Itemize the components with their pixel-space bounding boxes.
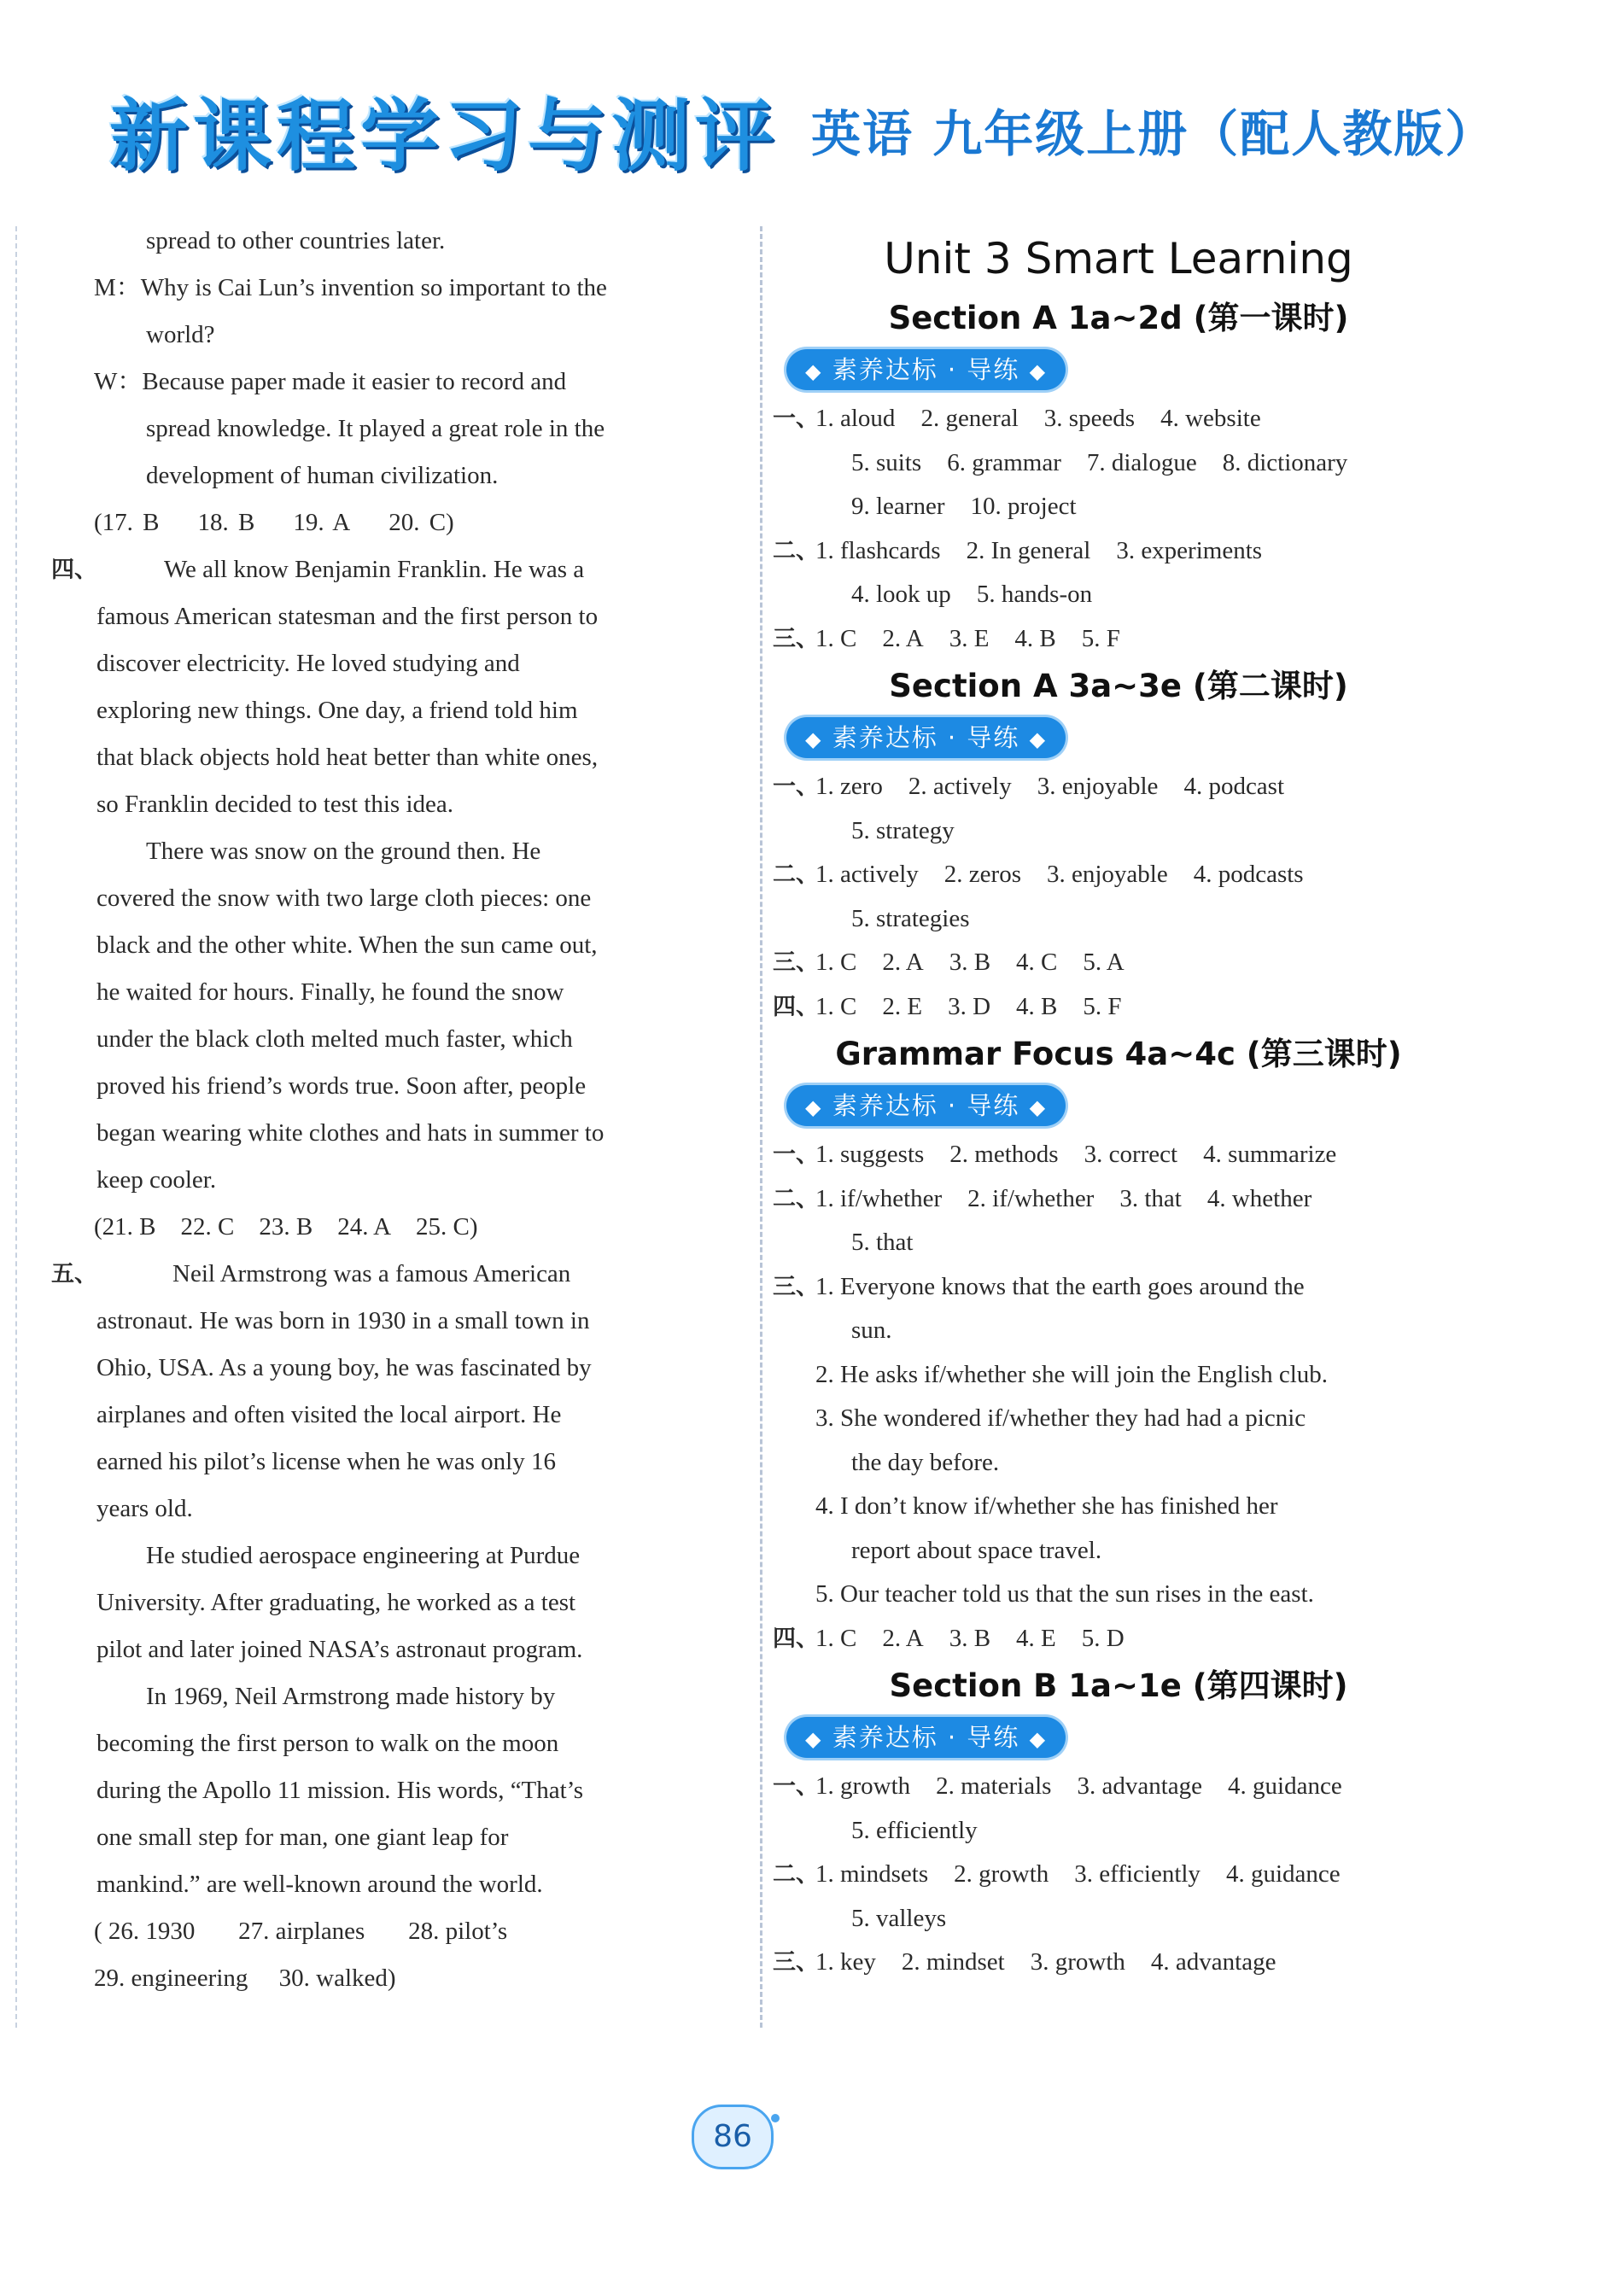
- dot-icon: [771, 2114, 780, 2122]
- text-line: black and the other white. When the sun came out,: [96, 931, 598, 959]
- answer-item: 2. general: [920, 405, 1019, 432]
- answer-item: 5. A: [1083, 949, 1125, 976]
- answer-item: 30. walked): [278, 1965, 396, 1992]
- answer-item: 29. engineering: [94, 1965, 248, 1992]
- part-label: 一、: [773, 406, 819, 432]
- answer-item: 23. B: [259, 1213, 313, 1241]
- answer-sentence: sun.: [851, 1316, 892, 1344]
- part-label: 四、: [773, 993, 819, 1020]
- answer-item: 2. zeros: [943, 861, 1021, 888]
- answer-row: [773, 529, 1464, 574]
- answer-row: [773, 1177, 1464, 1222]
- answer-item: 5. F: [1081, 624, 1120, 652]
- answer-item: (21. B: [94, 1213, 156, 1241]
- answer-item: 5. efficiently: [851, 1816, 978, 1844]
- text-line: pilot and later joined NASA’s astronaut program.: [96, 1636, 583, 1663]
- answer-item: 1. suggests: [815, 1141, 925, 1168]
- answer-row: [773, 1309, 1464, 1353]
- part-label: 四、: [773, 1625, 819, 1652]
- answer-sentence: the day before.: [851, 1448, 1000, 1476]
- answer-item: 1. key: [815, 1948, 876, 1976]
- answer-item: 20. C): [388, 509, 454, 536]
- answer-item: 1. mindsets: [815, 1860, 929, 1888]
- answer-row: [773, 1529, 1464, 1573]
- text-line: discover electricity. He loved studying and: [96, 650, 520, 677]
- text-line: Neil Armstrong was a famous American: [172, 1260, 571, 1287]
- answer-item: 3. speeds: [1043, 405, 1136, 432]
- text-line: keep cooler.: [96, 1166, 217, 1194]
- dialogue-line: [51, 359, 734, 406]
- diamond-icon: ◆: [1029, 1727, 1048, 1751]
- answer-sentence: 3. She wondered if/whether they had had a picnic: [815, 1404, 1306, 1432]
- answer-item: 1. zero: [815, 773, 883, 800]
- answer-item: 1. aloud: [815, 405, 896, 432]
- text-line: spread to other countries later.: [146, 227, 446, 254]
- answer-item: 1. C: [815, 992, 857, 1020]
- diamond-icon: ◆: [805, 1095, 823, 1119]
- answer-item: 3. B: [949, 1624, 991, 1652]
- diamond-icon: ◆: [805, 359, 823, 383]
- text-line: We all know Benjamin Franklin. He was a: [164, 556, 585, 583]
- part-label: 二、: [773, 861, 819, 888]
- badge-label: 素养达标 · 导练: [832, 355, 1020, 384]
- text-line: Why is Cai Lun’s invention so important to the: [140, 274, 607, 301]
- answer-item: 4. B: [1014, 624, 1056, 652]
- left-column: [51, 218, 734, 2002]
- diamond-icon: ◆: [805, 1727, 823, 1751]
- answer-item: 2. A: [882, 624, 924, 652]
- badge-label: 素养达标 · 导练: [832, 1723, 1020, 1752]
- diamond-icon: ◆: [1029, 1095, 1048, 1119]
- answer-row: [773, 1485, 1464, 1529]
- answer-item: 4. podcasts: [1193, 861, 1304, 888]
- diamond-icon: ◆: [1029, 359, 1048, 383]
- answer-row: [51, 1908, 734, 1955]
- practice-badge: [786, 349, 1066, 390]
- text-line: exploring new things. One day, a friend told him: [96, 697, 578, 724]
- dialogue-line: [51, 265, 734, 312]
- answer-row: [773, 1353, 1464, 1398]
- answer-item: 10. project: [970, 493, 1077, 520]
- text-line: began wearing white clothes and hats in summer to: [96, 1119, 605, 1147]
- answer-item: 9. learner: [851, 493, 945, 520]
- answer-item: 2. growth: [954, 1860, 1049, 1888]
- speaker-label: M：: [94, 274, 141, 301]
- text-line: world?: [146, 321, 215, 348]
- answer-item: 5. that: [851, 1229, 914, 1256]
- answer-item: 4. look up: [851, 581, 951, 608]
- answer-item: 1. flashcards: [815, 536, 941, 564]
- answer-row: [773, 485, 1464, 529]
- answer-row: [773, 1617, 1464, 1661]
- answer-item: 4. B: [1016, 992, 1058, 1020]
- answer-item: 4. whether: [1206, 1184, 1312, 1212]
- passage-line: [51, 546, 734, 593]
- answer-item: 5. strategy: [851, 816, 955, 844]
- section-title: Section B 1a~1e (第四课时): [889, 1667, 1348, 1704]
- answer-item: 19. A: [293, 509, 351, 536]
- answer-row: [773, 397, 1464, 441]
- part-label: 二、: [773, 1185, 819, 1212]
- text-line: In 1969, Neil Armstrong made history by: [146, 1683, 556, 1710]
- part-label: 二、: [773, 1861, 819, 1888]
- badge-label: 素养达标 · 导练: [832, 1091, 1020, 1120]
- answer-item: 2. A: [882, 1624, 924, 1652]
- answer-row: [51, 1204, 734, 1251]
- text-line: spread knowledge. It played a great role in the: [146, 415, 605, 442]
- answer-row: [773, 441, 1464, 486]
- answer-item: 18. B: [197, 509, 255, 536]
- answer-item: (17. B: [94, 509, 160, 536]
- answer-sentence: 4. I don’t know if/whether she has finished her: [815, 1492, 1278, 1520]
- practice-badge: [786, 1717, 1066, 1758]
- column-divider: [760, 226, 762, 2028]
- answer-sentence: 5. Our teacher told us that the sun rises in the east.: [815, 1580, 1314, 1608]
- text-line: that black objects hold heat better than white ones,: [96, 744, 599, 771]
- passage-line: [51, 1251, 734, 1298]
- text-line: famous American statesman and the first person to: [96, 603, 599, 630]
- answer-item: 2. if/whether: [967, 1184, 1095, 1212]
- speaker-label: W：: [94, 368, 143, 395]
- answer-item: 2. actively: [908, 773, 1012, 800]
- answer-item: 6. grammar: [947, 448, 1061, 476]
- text-line: he waited for hours. Finally, he found the snow: [96, 978, 564, 1006]
- page-number: [692, 2105, 774, 2169]
- answer-item: 5. valleys: [851, 1904, 947, 1932]
- answer-row: [773, 1397, 1464, 1441]
- text-line: University. After graduating, he worked as a test: [96, 1589, 576, 1616]
- text-line: astronaut. He was born in 1930 in a small town in: [96, 1307, 590, 1334]
- answer-item: 1. growth: [815, 1772, 911, 1800]
- text-line: proved his friend’s words true. Soon after, people: [96, 1072, 587, 1100]
- answer-item: 2. mindset: [901, 1948, 1005, 1976]
- subject-title: 英语 九年级上册（配人教版）: [811, 105, 1497, 163]
- answer-item: 3. D: [948, 992, 991, 1020]
- answer-item: 3. enjoyable: [1037, 773, 1159, 800]
- answer-sentence: 1. Everyone knows that the earth goes around the: [815, 1272, 1305, 1300]
- answer-item: 7. dialogue: [1086, 448, 1197, 476]
- brand-title: 新课程学习与测评: [109, 90, 780, 182]
- text-line: Ohio, USA. As a young boy, he was fascinated by: [96, 1354, 592, 1381]
- practice-badge: [786, 717, 1066, 758]
- answer-item: 1. C: [815, 1624, 857, 1652]
- answer-row: [773, 1897, 1464, 1941]
- unit-title: Unit 3 Smart Learning: [884, 234, 1353, 283]
- answer-row: [773, 1441, 1464, 1486]
- page-number-text: 86: [713, 2119, 752, 2154]
- answer-item: 3. efficiently: [1074, 1860, 1200, 1888]
- part-label: 五、: [51, 1261, 97, 1287]
- part-label: 四、: [51, 557, 97, 583]
- answer-item: 3. advantage: [1077, 1772, 1203, 1800]
- answer-item: 5. suits: [851, 448, 922, 476]
- answer-item: 24. A: [337, 1213, 392, 1241]
- answer-item: 3. enjoyable: [1046, 861, 1168, 888]
- answer-item: 2. In general: [966, 536, 1091, 564]
- text-line: under the black cloth melted much faster, which: [96, 1025, 573, 1053]
- part-label: 一、: [773, 1773, 819, 1800]
- answer-item: 4. guidance: [1228, 1772, 1342, 1800]
- answer-item: 1. actively: [815, 861, 919, 888]
- answer-item: 5. hands-on: [976, 581, 1093, 608]
- answer-item: ( 26. 1930: [94, 1918, 196, 1945]
- text-line: during the Apollo 11 mission. His words, “That’s: [96, 1777, 584, 1804]
- answer-row: [773, 765, 1464, 809]
- diamond-icon: ◆: [805, 727, 823, 751]
- text-line: Because paper made it easier to record and: [142, 368, 567, 395]
- text-line: There was snow on the ground then. He: [146, 838, 541, 865]
- answer-row: [773, 897, 1464, 942]
- text-line: so Franklin decided to test this idea.: [96, 791, 454, 818]
- answer-row: [773, 941, 1464, 985]
- text-line: covered the snow with two large cloth pieces: one: [96, 884, 592, 912]
- answer-sentence: report about space travel.: [851, 1536, 1102, 1564]
- answer-item: 5. F: [1083, 992, 1122, 1020]
- section-title: Section A 1a~2d (第一课时): [888, 300, 1349, 336]
- answer-item: 3. E: [949, 624, 990, 652]
- answer-item: 2. materials: [936, 1772, 1052, 1800]
- part-label: 三、: [773, 625, 819, 652]
- answer-row: [773, 573, 1464, 617]
- part-label: 三、: [773, 1273, 819, 1300]
- text-line: He studied aerospace engineering at Purdue: [146, 1542, 581, 1569]
- answer-item: 4. website: [1160, 405, 1261, 432]
- answer-item: 2. methods: [949, 1141, 1059, 1168]
- answer-item: 25. C): [416, 1213, 478, 1241]
- answer-row: [773, 853, 1464, 897]
- answer-item: 4. E: [1016, 1624, 1056, 1652]
- badge-label: 素养达标 · 导练: [832, 723, 1020, 752]
- answer-item: 1. C: [815, 949, 857, 976]
- part-label: 三、: [773, 1949, 819, 1976]
- answer-row: [773, 809, 1464, 854]
- answer-item: 8. dictionary: [1222, 448, 1348, 476]
- answer-sentence: 2. He asks if/whether she will join the English club.: [815, 1360, 1329, 1388]
- answer-row: [773, 617, 1464, 662]
- answer-row: [773, 1853, 1464, 1897]
- answer-row: [773, 1765, 1464, 1809]
- part-label: 三、: [773, 949, 819, 976]
- diamond-icon: ◆: [1029, 727, 1048, 751]
- answer-item: 4. podcast: [1183, 773, 1285, 800]
- part-label: 二、: [773, 537, 819, 564]
- answer-row: [51, 1955, 734, 2002]
- answer-item: 4. C: [1016, 949, 1058, 976]
- answer-row: [51, 499, 734, 546]
- text-line: one small step for man, one giant leap for: [96, 1824, 509, 1851]
- part-label: 一、: [773, 774, 819, 800]
- answer-row: [773, 1265, 1464, 1310]
- answer-item: 5. strategies: [851, 904, 970, 932]
- text-line: years old.: [96, 1495, 193, 1522]
- section-title: Grammar Focus 4a~4c (第三课时): [835, 1036, 1402, 1072]
- section-title: Section A 3a~3e (第二课时): [889, 668, 1348, 704]
- answer-item: 1. C: [815, 624, 857, 652]
- answer-item: 4. guidance: [1225, 1860, 1341, 1888]
- answer-item: 3. B: [949, 949, 991, 976]
- text-line: mankind.” are well-known around the world.: [96, 1871, 543, 1898]
- answer-item: 3. growth: [1030, 1948, 1125, 1976]
- answer-item: 3. correct: [1084, 1141, 1178, 1168]
- answer-item: 2. E: [882, 992, 923, 1020]
- answer-row: [773, 985, 1464, 1030]
- answer-item: 3. that: [1119, 1184, 1182, 1212]
- answer-row: [773, 1941, 1464, 1985]
- answer-item: 28. pilot’s: [408, 1918, 508, 1945]
- right-column: [773, 218, 1464, 1985]
- part-label: 一、: [773, 1141, 819, 1168]
- page-header: [102, 68, 1497, 182]
- answer-item: 1. if/whether: [815, 1184, 943, 1212]
- answer-item: 4. advantage: [1150, 1948, 1276, 1976]
- left-margin-line: [15, 226, 17, 2028]
- answer-row: [773, 1573, 1464, 1617]
- text-line: earned his pilot’s license when he was only 16: [96, 1448, 556, 1475]
- answer-item: 22. C: [180, 1213, 235, 1241]
- text-line: airplanes and often visited the local airport. He: [96, 1401, 562, 1428]
- answer-item: 5. D: [1081, 1624, 1125, 1652]
- answer-item: 27. airplanes: [238, 1918, 365, 1945]
- answer-item: 2. A: [882, 949, 924, 976]
- answer-item: 4. summarize: [1203, 1141, 1337, 1168]
- text-line: development of human civilization.: [146, 462, 499, 489]
- answer-row: [773, 1221, 1464, 1265]
- answer-item: 3. experiments: [1116, 536, 1263, 564]
- answer-row: [773, 1133, 1464, 1177]
- practice-badge: [786, 1085, 1066, 1126]
- answer-row: [773, 1809, 1464, 1854]
- text-line: becoming the first person to walk on the moon: [96, 1730, 559, 1757]
